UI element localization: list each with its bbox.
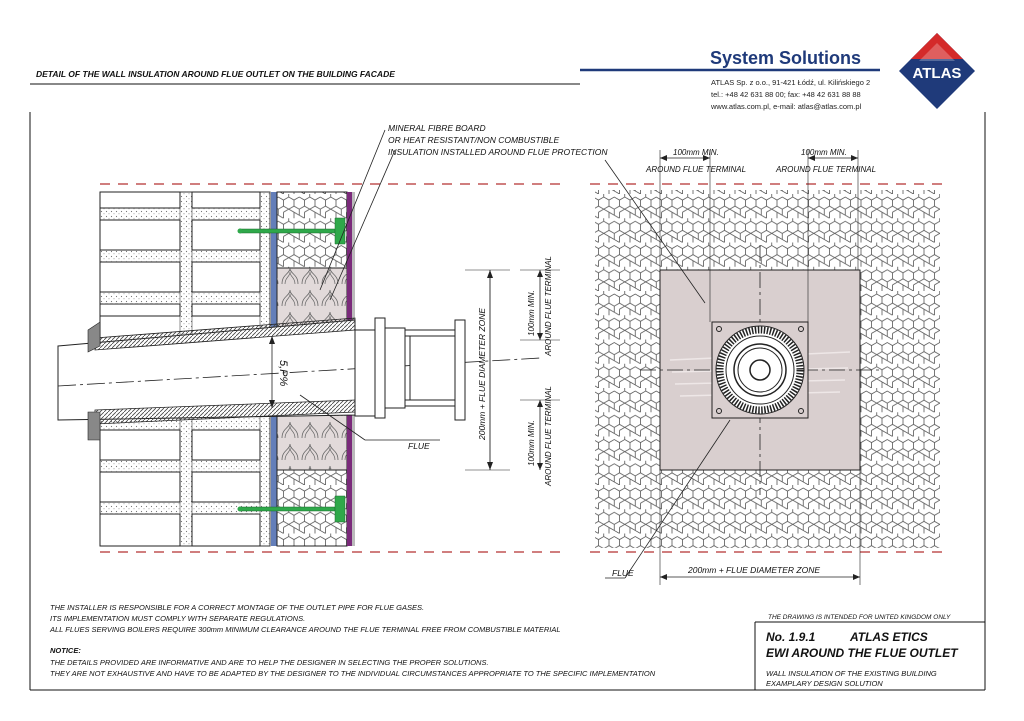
- mineral-label-2: OR HEAT RESISTANT/NON COMBUSTIBLE: [388, 135, 560, 145]
- company-phone: tel.: +48 42 631 88 00; fax: +48 42 631 88 88: [711, 90, 861, 99]
- notes-block: [49, 603, 656, 678]
- mineral-label-3: INSULATION INSTALLED AROUND FLUE PROTECTION: [388, 147, 608, 157]
- drawing-name: EWI AROUND THE FLUE OUTLET: [766, 646, 958, 660]
- notice-line-1: THE DETAILS PROVIDED ARE INFORMATIVE AND ARE TO HELP THE DESIGNER IN SELECTING THE PROPER SOLUTIONS.: [50, 658, 489, 667]
- drawing-system: ATLAS ETICS: [850, 630, 928, 644]
- slope-label: 5,P%: [277, 360, 289, 387]
- brand-name: System Solutions: [710, 48, 862, 68]
- title-sub-2: EXAMPLARY DESIGN SOLUTION: [766, 679, 883, 688]
- min-label-d: AROUND FLUE TERMINAL: [544, 385, 553, 486]
- title-block: [755, 614, 985, 690]
- company-web: www.atlas.com.pl, e-mail: atlas@atlas.com.pl: [711, 102, 862, 111]
- vertical-zone-label: 200mm + FLUE DIAMETER ZONE: [477, 307, 487, 440]
- flue-terminal-fixing: [355, 318, 465, 420]
- min-label-b: AROUND FLUE TERMINAL: [544, 255, 553, 356]
- flue-flange: [712, 322, 808, 418]
- top-min-left-1: 100mm MIN.: [673, 148, 719, 157]
- installer-note-1: THE INSTALLER IS RESPONSIBLE FOR A CORRECT MONTAGE OF THE OUTLET PIPE FOR FLUE GASES.: [50, 603, 425, 612]
- atlas-logo: [899, 33, 975, 109]
- installer-note-3: ALL FLUES SERVING BOILERS REQUIRE 300mm MINIMUM CLEARANCE AROUND THE FLUE TERMINAL FREE FROM COMBUSTIBLE MATERIAL: [50, 625, 561, 634]
- mineral-label-1: MINERAL FIBRE BOARD: [388, 123, 486, 133]
- section-drawing: [58, 123, 608, 552]
- min-label-c: 100mm MIN.: [527, 420, 536, 466]
- horizontal-zone-label: 200mm + FLUE DIAMETER ZONE: [688, 565, 821, 575]
- min-label-a: 100mm MIN.: [527, 290, 536, 336]
- atlas-logo-text: ATLAS: [912, 65, 962, 82]
- top-min-left-2: AROUND FLUE TERMINAL: [646, 165, 747, 174]
- top-min-right-1: 100mm MIN.: [801, 148, 847, 157]
- title-sub-1: WALL INSULATION OF THE EXISTING BUILDING: [766, 669, 937, 678]
- elevation-drawing: [590, 148, 945, 585]
- flue-label-section: FLUE: [408, 441, 430, 451]
- notice-line-2: THEY ARE NOT EXHAUSTIVE AND HAVE TO BE ADAPTED BY THE DESIGNER TO THE INDIVIDUAL CIRCUMSTANCES APPROPRIATE TO THE SPECIFIC IMPLEMENTATION: [50, 669, 656, 678]
- company-address: ATLAS Sp. z o.o., 91-421 Łódź, ul. Kilińskiego 2: [711, 78, 871, 87]
- top-min-right-2: AROUND FLUE TERMINAL: [776, 165, 877, 174]
- notice-title: NOTICE:: [50, 646, 81, 655]
- drawing-number: No. 1.9.1: [766, 630, 816, 644]
- flue-label-elevation: FLUE: [612, 568, 634, 578]
- installer-note-2: ITS IMPLEMENTATION MUST COMPLY WITH SEPARATE REGULATIONS.: [50, 614, 306, 623]
- uk-only-note: THE DRAWING IS INTENDED FOR UNITED KINGDOM ONLY: [768, 614, 951, 621]
- drawing-title: DETAIL OF THE WALL INSULATION AROUND FLUE OUTLET ON THE BUILDING FACADE: [36, 69, 395, 79]
